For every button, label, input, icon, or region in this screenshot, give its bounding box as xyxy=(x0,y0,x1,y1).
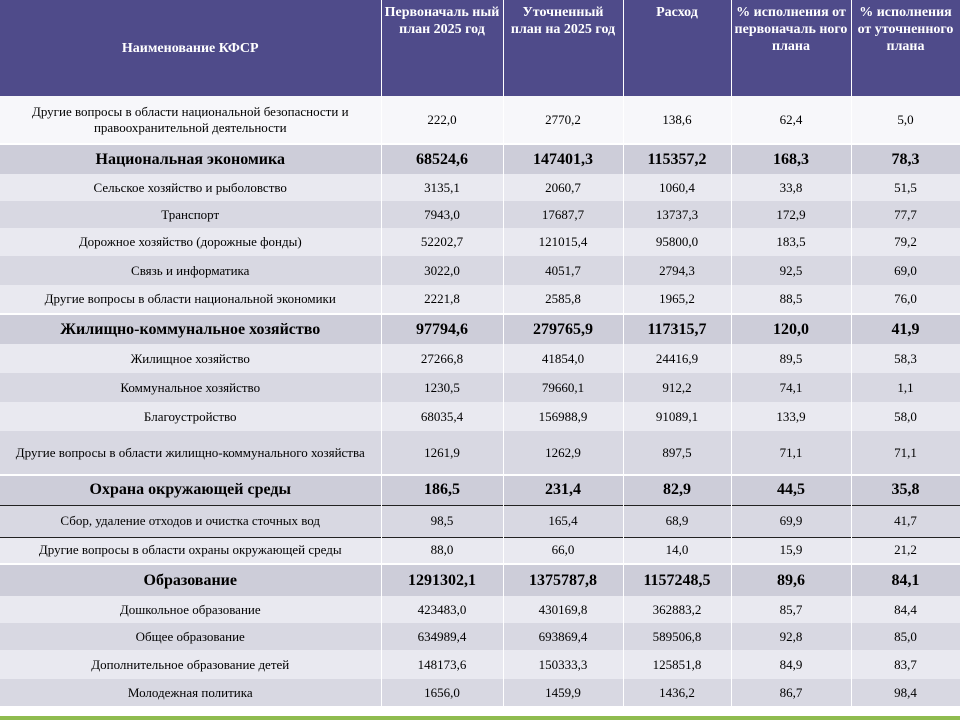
updated-plan-cell: 79660,1 xyxy=(503,373,623,402)
expense-cell: 115357,2 xyxy=(623,144,731,174)
pct-updated-cell: 84,1 xyxy=(851,564,960,596)
pct-initial-cell: 74,1 xyxy=(731,373,851,402)
table-row xyxy=(0,596,960,623)
expense-cell: 91089,1 xyxy=(623,402,731,431)
pct-updated-cell: 1,1 xyxy=(851,373,960,402)
pct-updated-cell: 79,2 xyxy=(851,228,960,256)
initial-plan-cell: 7943,0 xyxy=(381,201,503,228)
pct-updated-cell: 83,7 xyxy=(851,650,960,679)
initial-plan-cell: 1291302,1 xyxy=(381,564,503,596)
initial-plan-cell: 423483,0 xyxy=(381,596,503,623)
updated-plan-cell: 17687,7 xyxy=(503,201,623,228)
row-name: Дошкольное образование xyxy=(0,596,381,623)
pct-initial-cell: 183,5 xyxy=(731,228,851,256)
initial-plan-cell: 2221,8 xyxy=(381,285,503,314)
row-name: Другие вопросы в области национальной безопасности и правоохранительной деятельности xyxy=(0,96,381,144)
expense-cell: 362883,2 xyxy=(623,596,731,623)
updated-plan-cell: 231,4 xyxy=(503,475,623,505)
updated-plan-cell: 693869,4 xyxy=(503,623,623,650)
expense-cell: 912,2 xyxy=(623,373,731,402)
section-row xyxy=(0,314,960,344)
expense-cell: 117315,7 xyxy=(623,314,731,344)
section-row xyxy=(0,475,960,505)
expense-cell: 95800,0 xyxy=(623,228,731,256)
expense-cell: 1965,2 xyxy=(623,285,731,314)
initial-plan-cell: 3135,1 xyxy=(381,174,503,201)
pct-initial-cell: 62,4 xyxy=(731,96,851,144)
row-name: Национальная экономика xyxy=(0,144,381,174)
table-row xyxy=(0,96,960,144)
initial-plan-cell: 1230,5 xyxy=(381,373,503,402)
updated-plan-cell: 4051,7 xyxy=(503,256,623,285)
updated-plan-cell: 1262,9 xyxy=(503,431,623,475)
pct-initial-cell: 33,8 xyxy=(731,174,851,201)
pct-initial-cell: 69,9 xyxy=(731,505,851,537)
expense-cell: 68,9 xyxy=(623,505,731,537)
initial-plan-cell: 634989,4 xyxy=(381,623,503,650)
initial-plan-cell: 68524,6 xyxy=(381,144,503,174)
table-row xyxy=(0,650,960,679)
pct-updated-cell: 5,0 xyxy=(851,96,960,144)
table-row xyxy=(0,431,960,475)
initial-plan-cell: 148173,6 xyxy=(381,650,503,679)
expense-cell: 125851,8 xyxy=(623,650,731,679)
pct-initial-cell: 89,5 xyxy=(731,344,851,373)
initial-plan-cell: 1261,9 xyxy=(381,431,503,475)
row-name: Жилищное хозяйство xyxy=(0,344,381,373)
expense-cell: 1436,2 xyxy=(623,679,731,706)
initial-plan-cell: 186,5 xyxy=(381,475,503,505)
expense-cell: 14,0 xyxy=(623,537,731,564)
pct-updated-cell: 51,5 xyxy=(851,174,960,201)
table-row xyxy=(0,402,960,431)
initial-plan-cell: 88,0 xyxy=(381,537,503,564)
table-row xyxy=(0,373,960,402)
updated-plan-cell: 1375787,8 xyxy=(503,564,623,596)
pct-updated-cell: 35,8 xyxy=(851,475,960,505)
initial-plan-cell: 68035,4 xyxy=(381,402,503,431)
row-name: Образование xyxy=(0,564,381,596)
pct-initial-cell: 92,8 xyxy=(731,623,851,650)
footer-accent-bar xyxy=(0,716,960,720)
updated-plan-cell: 1459,9 xyxy=(503,679,623,706)
table-row xyxy=(0,201,960,228)
expense-cell: 589506,8 xyxy=(623,623,731,650)
section-row xyxy=(0,564,960,596)
row-name: Жилищно-коммунальное хозяйство xyxy=(0,314,381,344)
expense-cell: 1157248,5 xyxy=(623,564,731,596)
expense-cell: 82,9 xyxy=(623,475,731,505)
row-name: Общее образование xyxy=(0,623,381,650)
updated-plan-cell: 165,4 xyxy=(503,505,623,537)
updated-plan-cell: 2585,8 xyxy=(503,285,623,314)
updated-plan-cell: 41854,0 xyxy=(503,344,623,373)
pct-updated-cell: 21,2 xyxy=(851,537,960,564)
table-row xyxy=(0,537,960,564)
pct-initial-cell: 71,1 xyxy=(731,431,851,475)
initial-plan-cell: 52202,7 xyxy=(381,228,503,256)
pct-updated-cell: 41,9 xyxy=(851,314,960,344)
table-row xyxy=(0,285,960,314)
pct-initial-cell: 168,3 xyxy=(731,144,851,174)
row-name: Сбор, удаление отходов и очистка сточных вод xyxy=(0,505,381,537)
pct-initial-cell: 85,7 xyxy=(731,596,851,623)
updated-plan-cell: 430169,8 xyxy=(503,596,623,623)
expense-cell: 897,5 xyxy=(623,431,731,475)
pct-initial-cell: 92,5 xyxy=(731,256,851,285)
initial-plan-cell: 98,5 xyxy=(381,505,503,537)
pct-updated-cell: 58,0 xyxy=(851,402,960,431)
updated-plan-cell: 2060,7 xyxy=(503,174,623,201)
pct-updated-cell: 71,1 xyxy=(851,431,960,475)
pct-updated-cell: 77,7 xyxy=(851,201,960,228)
section-row xyxy=(0,144,960,174)
pct-updated-cell: 69,0 xyxy=(851,256,960,285)
table-row xyxy=(0,228,960,256)
table-header-row xyxy=(0,0,960,96)
pct-initial-cell: 84,9 xyxy=(731,650,851,679)
pct-initial-cell: 89,6 xyxy=(731,564,851,596)
expense-cell: 24416,9 xyxy=(623,344,731,373)
pct-updated-cell: 58,3 xyxy=(851,344,960,373)
row-name: Сельское хозяйство и рыболовство xyxy=(0,174,381,201)
pct-initial-cell: 86,7 xyxy=(731,679,851,706)
header-name: Наименование КФСР xyxy=(0,0,381,96)
table-row xyxy=(0,344,960,373)
row-name: Транспорт xyxy=(0,201,381,228)
row-name: Дорожное хозяйство (дорожные фонды) xyxy=(0,228,381,256)
pct-initial-cell: 44,5 xyxy=(731,475,851,505)
pct-updated-cell: 78,3 xyxy=(851,144,960,174)
initial-plan-cell: 97794,6 xyxy=(381,314,503,344)
header-expense: Расход xyxy=(623,0,731,96)
expense-cell: 1060,4 xyxy=(623,174,731,201)
pct-initial-cell: 133,9 xyxy=(731,402,851,431)
expense-cell: 2794,3 xyxy=(623,256,731,285)
table-row xyxy=(0,505,960,537)
pct-initial-cell: 88,5 xyxy=(731,285,851,314)
initial-plan-cell: 1656,0 xyxy=(381,679,503,706)
table-row xyxy=(0,623,960,650)
table-row xyxy=(0,256,960,285)
initial-plan-cell: 3022,0 xyxy=(381,256,503,285)
updated-plan-cell: 2770,2 xyxy=(503,96,623,144)
updated-plan-cell: 121015,4 xyxy=(503,228,623,256)
row-name: Благоустройство xyxy=(0,402,381,431)
initial-plan-cell: 222,0 xyxy=(381,96,503,144)
pct-initial-cell: 120,0 xyxy=(731,314,851,344)
row-name: Коммунальное хозяйство xyxy=(0,373,381,402)
row-name: Дополнительное образование детей xyxy=(0,650,381,679)
row-name: Связь и информатика xyxy=(0,256,381,285)
pct-initial-cell: 15,9 xyxy=(731,537,851,564)
row-name: Другие вопросы в области жилищно-коммунального хозяйства xyxy=(0,431,381,475)
header-pct-initial: % исполнения от первоначаль ного плана xyxy=(731,0,851,96)
pct-updated-cell: 41,7 xyxy=(851,505,960,537)
pct-initial-cell: 172,9 xyxy=(731,201,851,228)
updated-plan-cell: 156988,9 xyxy=(503,402,623,431)
updated-plan-cell: 147401,3 xyxy=(503,144,623,174)
pct-updated-cell: 85,0 xyxy=(851,623,960,650)
header-pct-updated: % исполнения от уточненного плана xyxy=(851,0,960,96)
row-name: Другие вопросы в области охраны окружающей среды xyxy=(0,537,381,564)
pct-updated-cell: 98,4 xyxy=(851,679,960,706)
initial-plan-cell: 27266,8 xyxy=(381,344,503,373)
pct-updated-cell: 76,0 xyxy=(851,285,960,314)
updated-plan-cell: 279765,9 xyxy=(503,314,623,344)
row-name: Молодежная политика xyxy=(0,679,381,706)
updated-plan-cell: 66,0 xyxy=(503,537,623,564)
header-updated-plan: Уточненный план на 2025 год xyxy=(503,0,623,96)
expense-cell: 138,6 xyxy=(623,96,731,144)
expense-cell: 13737,3 xyxy=(623,201,731,228)
row-name: Другие вопросы в области национальной экономики xyxy=(0,285,381,314)
row-name: Охрана окружающей среды xyxy=(0,475,381,505)
updated-plan-cell: 150333,3 xyxy=(503,650,623,679)
header-initial-plan: Первоначаль ный план 2025 год xyxy=(381,0,503,96)
pct-updated-cell: 84,4 xyxy=(851,596,960,623)
table-row xyxy=(0,174,960,201)
table-row xyxy=(0,679,960,706)
